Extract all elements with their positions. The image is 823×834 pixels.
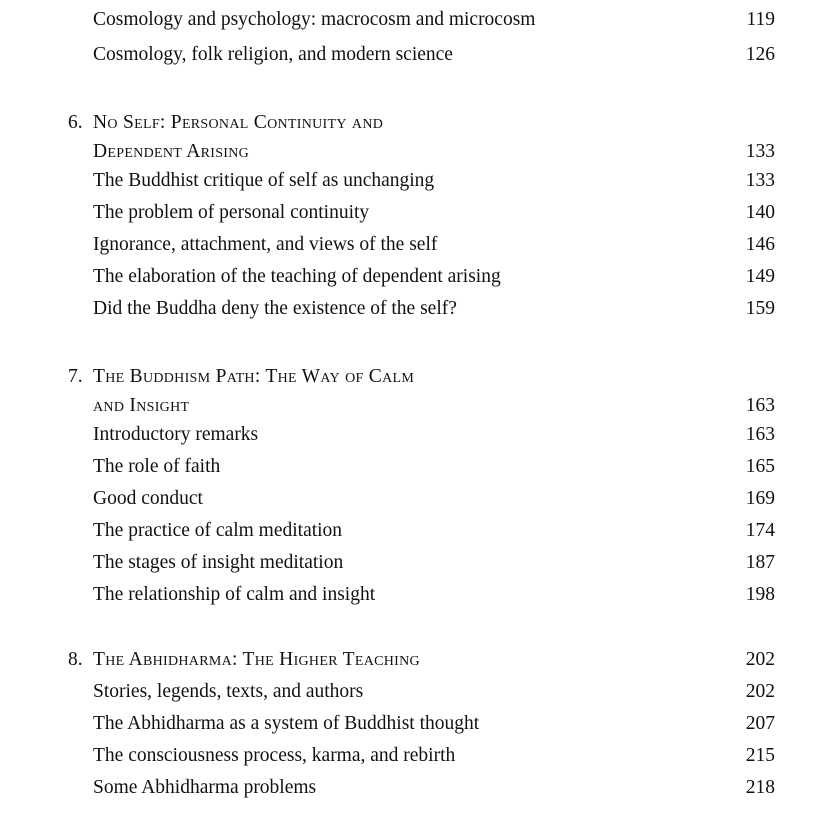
chapter-heading <box>0 137 823 167</box>
chapter-number: 6. <box>68 112 83 133</box>
page-number: 159 <box>745 298 775 319</box>
entry-title: The relationship of calm and insight <box>93 584 376 605</box>
entry-title: The Buddhist critique of self as unchanging <box>93 170 435 191</box>
page-number: 202 <box>745 649 775 670</box>
page-number: 163 <box>745 424 775 445</box>
chapter-heading <box>0 108 823 138</box>
chapter-title: The Buddhism Path: The Way of Calm <box>93 366 415 387</box>
page-number: 149 <box>745 266 775 287</box>
toc-entry <box>0 741 823 771</box>
page-number: 163 <box>745 395 775 416</box>
toc-entry <box>0 548 823 578</box>
chapter-number: 8. <box>68 649 83 670</box>
entry-title: The elaboration of the teaching of dependent arising <box>93 266 501 287</box>
toc-entry <box>0 198 823 228</box>
page-number: 140 <box>745 202 775 223</box>
chapter-title: Dependent Arising <box>93 141 250 162</box>
entry-title: The Abhidharma as a system of Buddhist thought <box>93 713 480 734</box>
page-number: 119 <box>746 9 775 30</box>
toc-entry <box>0 677 823 707</box>
chapter-number: 7. <box>68 366 83 387</box>
page-number: 198 <box>745 584 775 605</box>
page-number: 207 <box>745 713 775 734</box>
entry-title: Did the Buddha deny the existence of the self? <box>93 298 457 319</box>
entry-title: Ignorance, attachment, and views of the self <box>93 234 438 255</box>
chapter-heading <box>0 645 823 675</box>
entry-title: The practice of calm meditation <box>93 520 343 541</box>
page-number: 215 <box>745 745 775 766</box>
entry-title: The consciousness process, karma, and rebirth <box>93 745 456 766</box>
entry-title: The stages of insight meditation <box>93 552 344 573</box>
toc-entry <box>0 262 823 292</box>
entry-title: Stories, legends, texts, and authors <box>93 681 364 702</box>
chapter-title: No Self: Personal Continuity and <box>93 112 384 133</box>
entry-title: Introductory remarks <box>93 424 259 445</box>
entry-title: Some Abhidharma problems <box>93 777 317 798</box>
toc-entry <box>0 420 823 450</box>
page-number: 202 <box>745 681 775 702</box>
page-number: 133 <box>745 170 775 191</box>
toc-entry <box>0 516 823 546</box>
page-number: 165 <box>745 456 775 477</box>
chapter-heading <box>0 391 823 421</box>
toc-entry <box>0 294 823 324</box>
entry-title: Good conduct <box>93 488 203 509</box>
toc-entry <box>0 773 823 803</box>
toc-entry <box>0 709 823 739</box>
page-number: 126 <box>745 44 775 65</box>
entry-title: Cosmology and psychology: macrocosm and microcosm <box>93 9 536 30</box>
page-number: 133 <box>745 141 775 162</box>
toc-entry <box>0 166 823 196</box>
page-number: 187 <box>745 552 775 573</box>
toc-entry <box>0 5 823 35</box>
page-number: 146 <box>745 234 775 255</box>
entry-title: The problem of personal continuity <box>93 202 370 223</box>
page-number: 174 <box>745 520 775 541</box>
toc-entry <box>0 40 823 70</box>
toc-entry <box>0 452 823 482</box>
entry-title: Cosmology, folk religion, and modern science <box>93 44 453 65</box>
toc-entry <box>0 580 823 610</box>
toc-entry <box>0 484 823 514</box>
chapter-heading <box>0 362 823 392</box>
toc-entry <box>0 230 823 260</box>
entry-title: The role of faith <box>93 456 221 477</box>
chapter-title: The Abhidharma: The Higher Teaching <box>93 649 420 670</box>
chapter-title: and Insight <box>93 395 190 416</box>
page-number: 218 <box>745 777 775 798</box>
page-number: 169 <box>745 488 775 509</box>
